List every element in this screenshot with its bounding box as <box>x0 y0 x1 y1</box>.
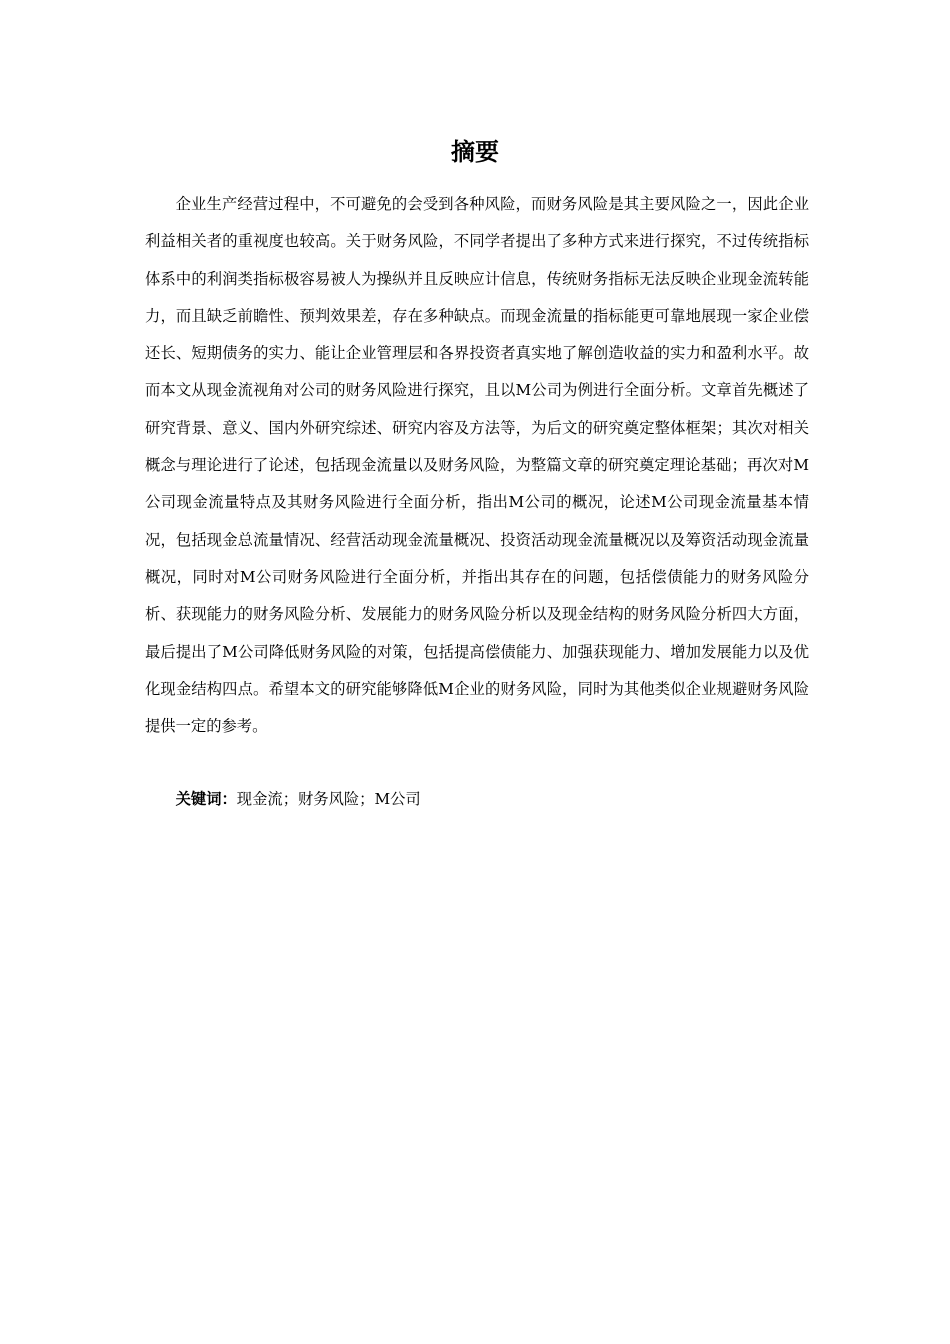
keywords-label: 关键词： <box>175 790 237 808</box>
keywords-line <box>145 781 809 818</box>
abstract-body: 企业生产经营过程中，不可避免的会受到各种风险，而财务风险是其主要风险之一，因此企业利益相关者的重视度也较高。关于财务风险，不同学者提出了多种方式来进行探究，不过传统指标体系中的利润类指标极容易被人为操纵并且反映应计信息，传统财务指标无法反映企业现金流转能力，而且缺乏前瞻性、预判效果差，存在多种缺点。而现金流量的指标能更可靠地展现一家企业偿还长、短期债务的实力、能让企业管理层和各界投资者真实地了解创造收益的实力和盈利水平。故而本文从现金流视角对公司的财务风险进行探究，且以M公司为例进行全面分析。文章首先概述了研究背景、意义、国内外研究综述、研究内容及方法等，为后文的研究奠定整体框架；其次对相关概念与理论进行了论述，包括现金流量以及财务风险，为整篇文章的研究奠定理论基础；再次对M公司现金流量特点及其财务风险进行全面分析，指出M公司的概况，论述M公司现金流量基本情况，包括现金总流量情况、经营活动现金流量概况、投资活动现金流量概况以及筹资活动现金流量概况，同时对M公司财务风险进行全面分析，并指出其存在的问题，包括偿债能力的财务风险分析、获现能力的财务风险分析、发展能力的财务风险分析以及现金结构的财务风险分析四大方面，最后提出了M公司降低财务风险的对策，包括提高偿债能力、加强获现能力、增加发展能力以及优化现金结构四点。希望本文的研究能够降低M企业的财务风险，同时为其他类似企业规避财务风险提供一定的参考。 <box>145 195 809 736</box>
abstract-title: 摘要 <box>451 138 499 166</box>
keywords-text: 现金流；财务风险；M公司 <box>236 790 421 808</box>
